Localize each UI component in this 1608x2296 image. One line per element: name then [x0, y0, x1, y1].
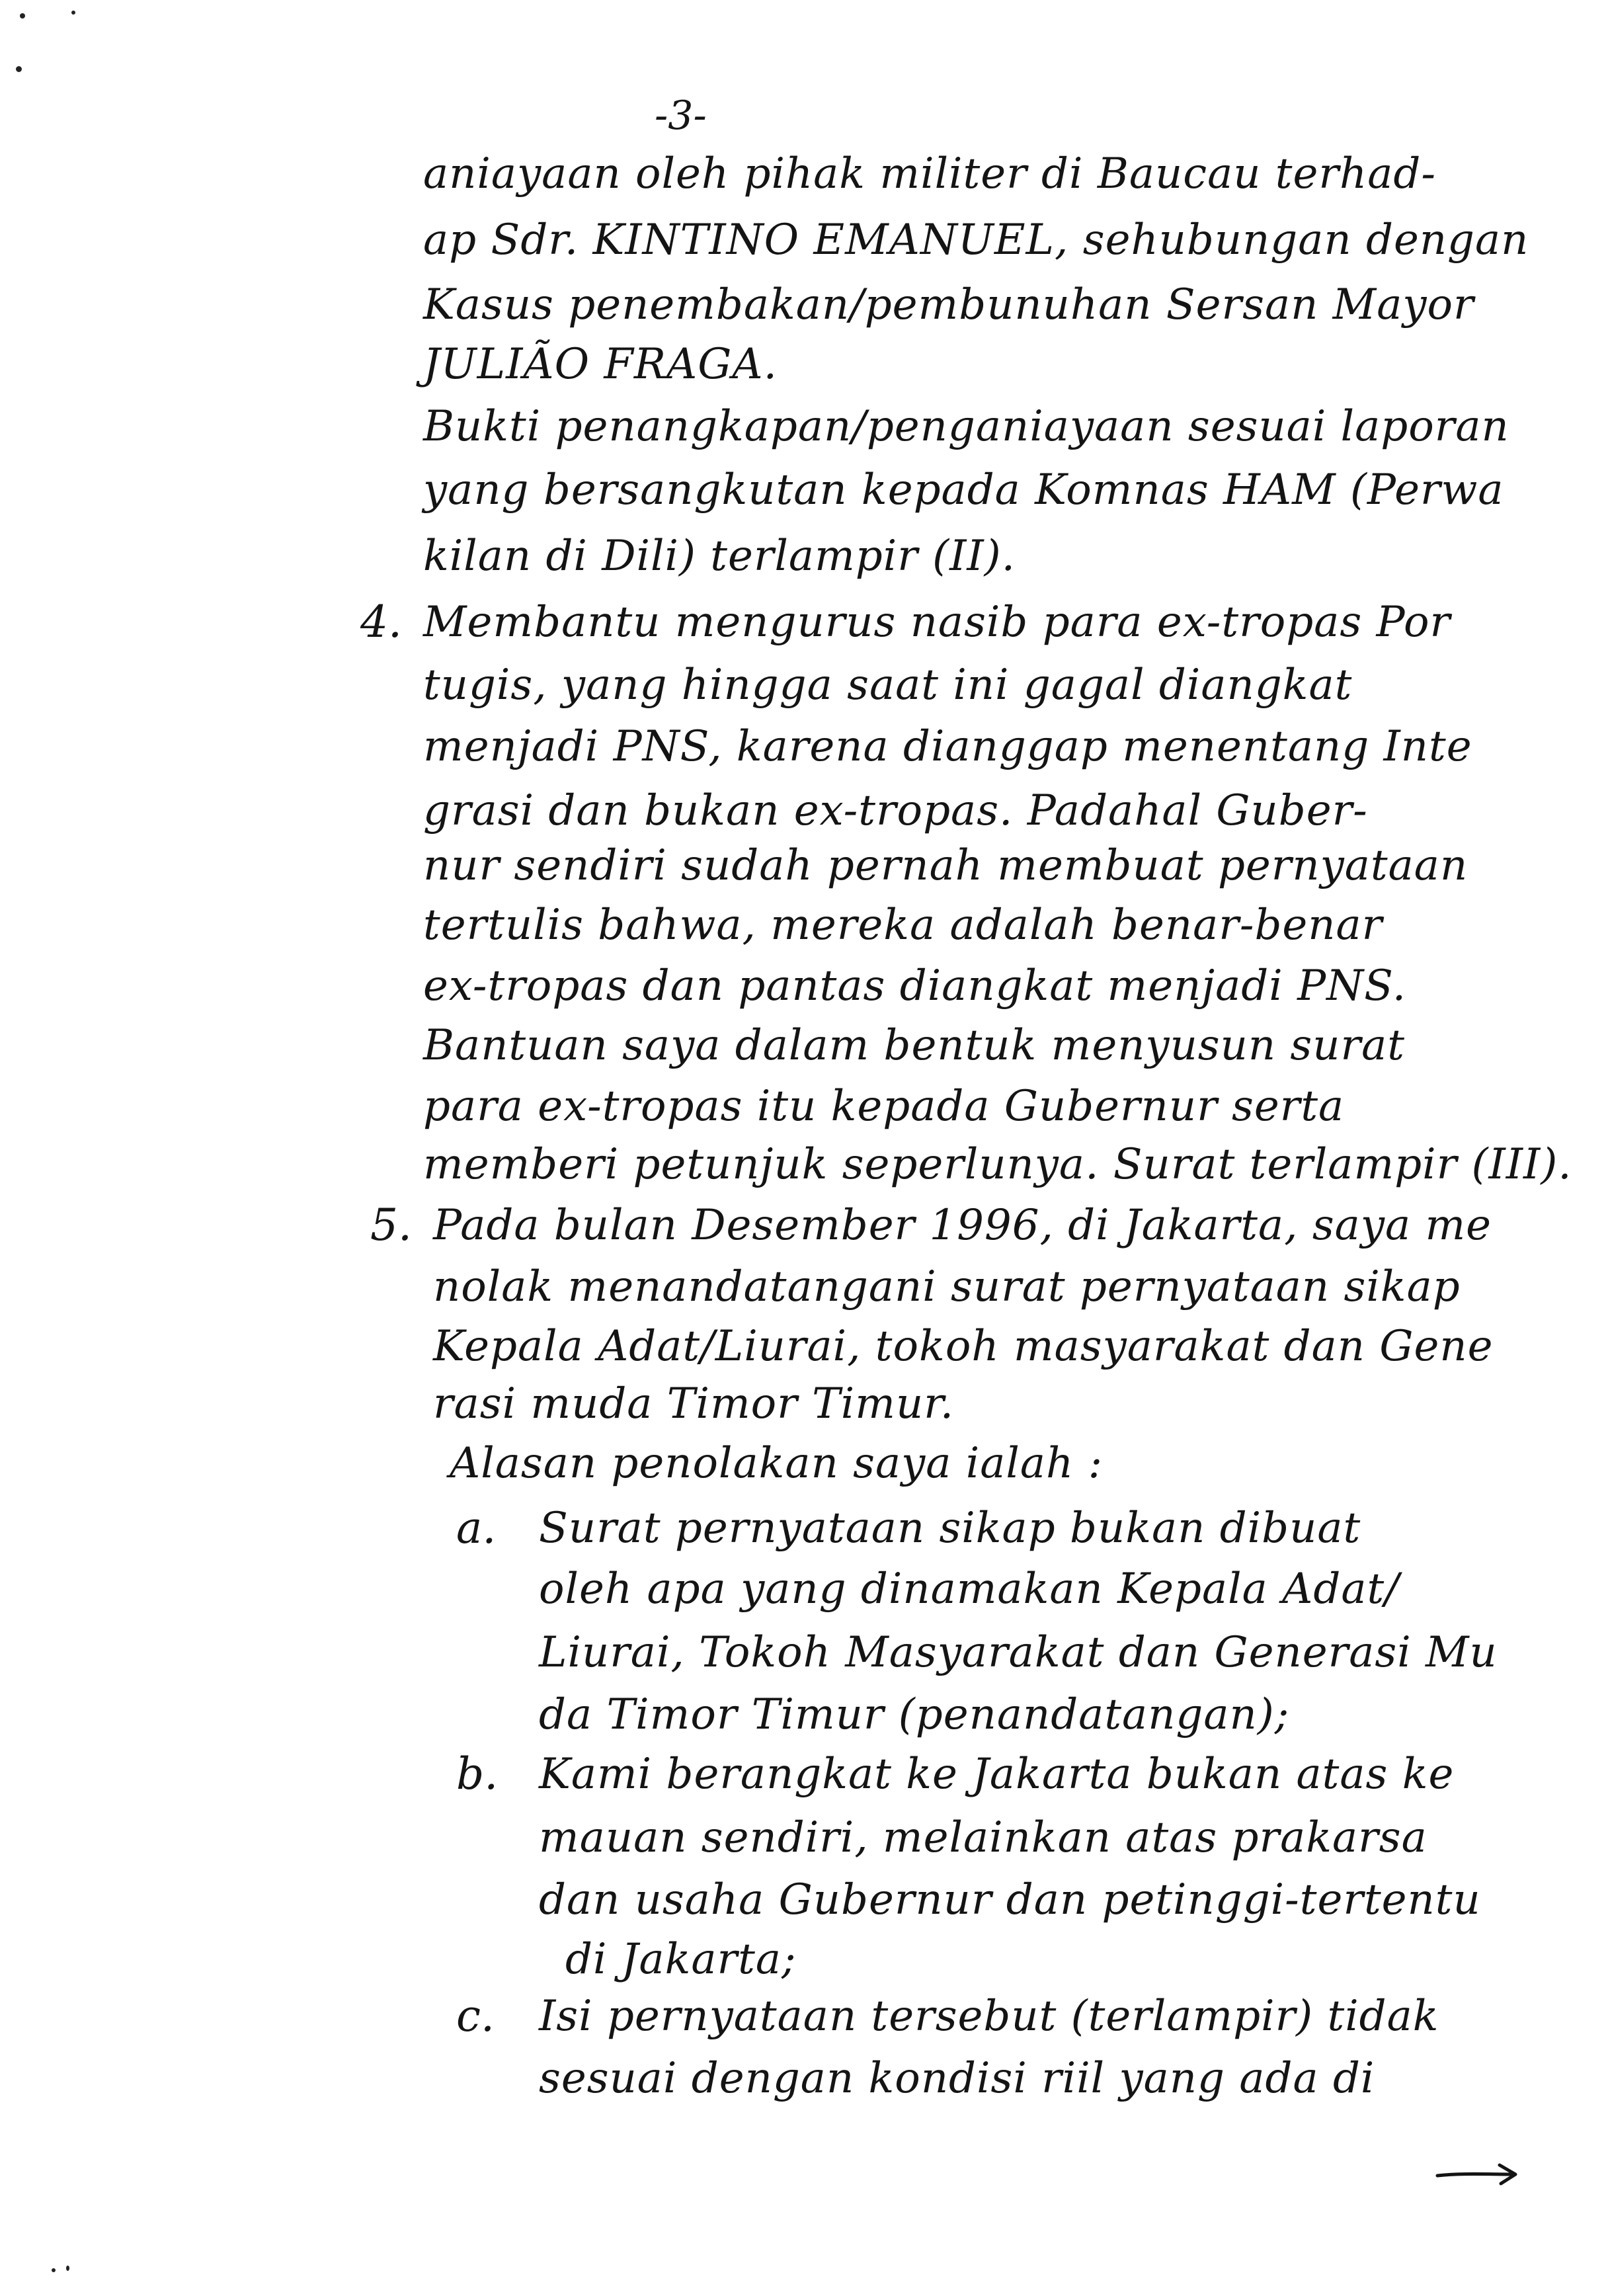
sub-item-marker-a: a. [456, 1502, 497, 1553]
sub-item-marker-c: c. [456, 1990, 495, 2041]
continuation-arrow-icon [1435, 2161, 1521, 2188]
text-line: sesuai dengan kondisi riil yang ada di [539, 2054, 1375, 2103]
item-number-4: 4. [360, 596, 402, 647]
text-line: JULIÃO FRAGA. [423, 340, 778, 389]
text-line: Kami berangkat ke Jakarta bukan atas ke [539, 1750, 1455, 1799]
text-line: tugis, yang hingga saat ini gagal diangkat [423, 661, 1353, 710]
text-line: mauan sendiri, melainkan atas prakarsa [539, 1813, 1427, 1862]
text-line: dan usaha Gubernur dan petinggi-tertentu [539, 1875, 1481, 1924]
text-line: Pada bulan Desember 1996, di Jakarta, saya me [433, 1201, 1492, 1250]
text-line: Alasan penolakan saya ialah : [450, 1439, 1104, 1488]
text-line: para ex-tropas itu kepada Gubernur serta [423, 1082, 1345, 1131]
text-line: da Timor Timur (penandatangan); [539, 1690, 1290, 1739]
text-line: tertulis bahwa, mereka adalah benar-benar [423, 901, 1383, 950]
text-line: aniayaan oleh pihak militer di Baucau terhad- [423, 149, 1436, 198]
scan-speck [71, 11, 75, 15]
text-line: kilan di Dili) terlampir (II). [423, 532, 1016, 581]
text-line: yang bersangkutan kepada Komnas HAM (Perwa [423, 466, 1504, 514]
text-line: Kasus penembakan/pembunuhan Sersan Mayor [423, 280, 1474, 329]
text-line: ex-tropas dan pantas diangkat menjadi PNS. [423, 962, 1407, 1010]
text-line: Kepala Adat/Liurai, tokoh masyarakat dan Gene [433, 1322, 1494, 1371]
text-line: menjadi PNS, karena dianggap menentang Inte [423, 722, 1472, 771]
page-number: -3- [655, 93, 707, 139]
scan-speck [52, 2268, 56, 2272]
text-line: Bukti penangkapan/penganiayaan sesuai laporan [423, 402, 1509, 451]
text-line: rasi muda Timor Timur. [433, 1379, 955, 1428]
text-line: oleh apa yang dinamakan Kepala Adat/ [539, 1565, 1400, 1614]
text-line: Surat pernyataan sikap bukan dibuat [539, 1504, 1361, 1553]
text-line: Membantu mengurus nasib para ex-tropas Por [423, 598, 1451, 647]
text-line: nur sendiri sudah pernah membuat pernyataan [423, 841, 1468, 890]
item-number-5: 5. [370, 1200, 412, 1250]
scan-speck [20, 13, 25, 19]
text-line: ap Sdr. KINTINO EMANUEL, sehubungan dengan [423, 216, 1529, 265]
text-line: nolak menandatangani surat pernyataan sikap [433, 1262, 1461, 1311]
scan-speck [66, 2266, 69, 2271]
text-line: di Jakarta; [565, 1935, 797, 1984]
text-line: Bantuan saya dalam bentuk menyusun surat [423, 1021, 1405, 1070]
sub-item-marker-b: b. [456, 1748, 499, 1799]
text-line: grasi dan bukan ex-tropas. Padahal Guber- [423, 786, 1368, 835]
text-line: Liurai, Tokoh Masyarakat dan Generasi Mu [539, 1628, 1498, 1677]
scan-speck [16, 66, 22, 72]
text-line: Isi pernyataan tersebut (terlampir) tidak [539, 1992, 1439, 2041]
text-line: memberi petunjuk seperlunya. Surat terlampir (III). [423, 1140, 1572, 1189]
